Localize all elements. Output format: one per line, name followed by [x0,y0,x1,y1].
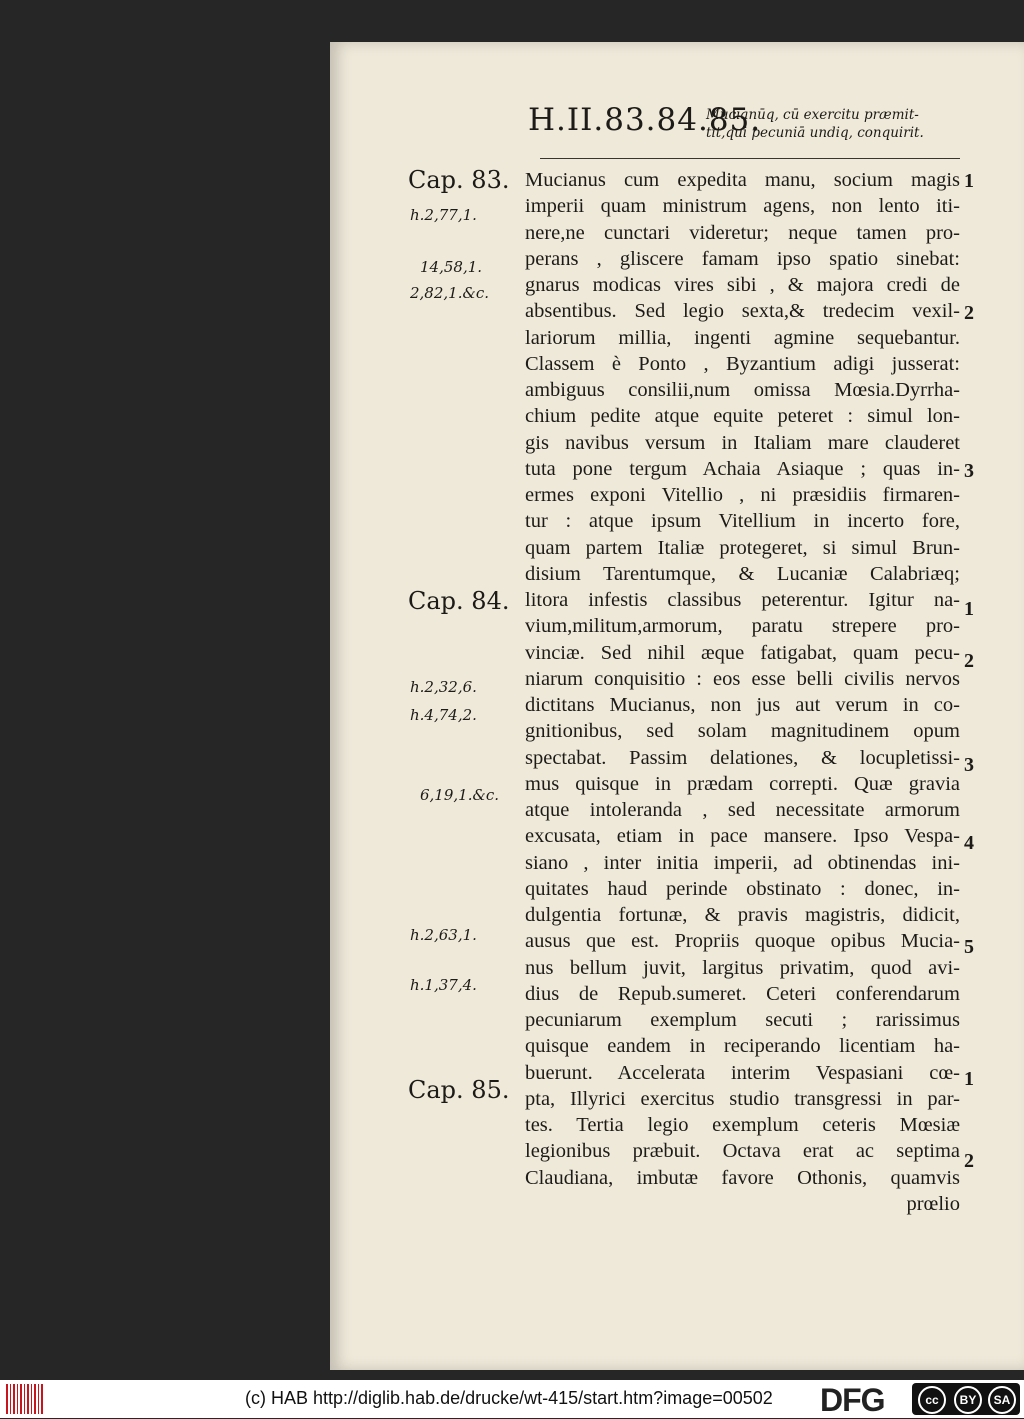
text-line: tur : atque ipsum Vitellium in incerto fore, [525,510,960,533]
section-number: 5 [964,936,974,958]
text-line: gnarus modicas vires sibi , & majora credi de [525,274,960,296]
text-line: disium Tarentumque, & Lucaniæ Calabriæq; [525,562,960,585]
margin-reference: 6,19,1.&c. [420,786,499,804]
text-line: dictitans Mucianus, non jus aut verum in co- [525,694,960,716]
text-line: absentibus. Sed legio sexta,& tredecim vexil- [525,300,960,323]
section-number: 2 [964,650,974,672]
text-line: vinciæ. Sed nihil æque fatigabat, quam pecu- [525,641,960,664]
running-header [528,102,968,152]
margin-reference: h.1,37,4. [410,976,477,994]
text-line: excusata, etiam in pace mansere. Ipso Vespa- [525,825,960,848]
text-line: tes. Tertia legio exemplum ceteris Mœsiæ [525,1114,960,1136]
section-number: 2 [964,302,974,324]
margin-reference: 2,82,1.&c. [410,284,489,302]
text-line: dius de Repub.sumeret. Ceteri conferendarum [525,982,960,1005]
text-line: perans , gliscere famam ipso spatio sinebat: [525,247,960,270]
text-line: pecuniarum exemplum secuti ; rarissimus [525,1009,960,1031]
sa-icon: SA [988,1386,1016,1414]
margin-reference: 14,58,1. [420,258,483,276]
text-line: spectabat. Passim delationes, & locupletissi- [525,746,960,769]
text-line: vium,militum,armorum, paratu strepere pro- [525,615,960,638]
text-line: buerunt. Accelerata interim Vespasiani cœ- [525,1061,960,1084]
text-line: quitates haud perinde obstinato : donec, in- [525,877,960,900]
cc-icon: cc [918,1386,946,1414]
text-line: Mucianus cum expedita manu, socium magis [525,169,960,191]
text-line: ausus que est. Propriis quoque opibus Mucia- [525,930,960,953]
section-number: 1 [964,598,974,620]
text-line: pta, Illyrici exercitus studio transgressi in par- [525,1087,960,1110]
header-summary-line: Mucianūq, cū exercitu præmit- [706,107,919,123]
by-icon: BY [954,1386,982,1414]
text-line: gnitionibus, sed solam magnitudinem opum [525,720,960,743]
margin-reference: h.2,77,1. [410,206,477,224]
background-left [0,0,330,1380]
body-text [525,167,960,1217]
margin-reference: h.2,32,6. [410,678,477,696]
header-reference: H.II.83.84.85. [528,102,762,138]
text-line: quam partem Italiæ protegeret, si simul Brun- [525,536,960,559]
text-line: litora infestis classibus peterentur. Igitur na- [525,589,960,611]
header-summary-line: tit,qui pecuniā undiq, conquirit. [706,125,924,141]
text-line: nere,ne cunctari videretur; neque tamen pro- [525,221,960,244]
chapter-label: Cap. 83. [408,166,510,194]
text-line: gis navibus versum in Italiam mare clauderet [525,431,960,454]
text-line: nus bellum juvit, largitus privatim, quod avi- [525,956,960,979]
text-line: Classem è Ponto , Byzantium adigi jusserat: [525,352,960,375]
dfg-logo: DFG [820,1382,885,1418]
text-line: prœlio [906,1192,960,1215]
chapter-label: Cap. 85. [408,1076,510,1104]
text-line: chium pedite atque equite peteret : simul lon- [525,405,960,428]
text-line: ambiguus consilii,num omissa Mœsia.Dyrrha- [525,379,960,401]
cc-license-badge[interactable] [912,1383,1020,1415]
text-line: ermes exponi Vitellio , ni præsidiis firmaren- [525,484,960,506]
text-line: niarum conquisitio : eos esse belli civilis nervos [525,667,960,690]
text-line: siano , inter initia imperii, ad obtinendas ini- [525,851,960,874]
section-number: 3 [964,460,974,482]
text-line: legionibus præbuit. Octava erat ac septima [525,1140,960,1163]
margin-reference: h.2,63,1. [410,926,477,944]
section-number: 4 [964,832,974,854]
section-number: 1 [964,1068,974,1090]
section-number: 3 [964,754,974,776]
text-line: dulgentia fortunæ, & pravis magistris, didicit, [525,904,960,926]
barcode-icon [6,1384,44,1414]
footer-bar [0,1380,1024,1418]
section-number: 1 [964,170,974,192]
header-summary [706,106,968,142]
text-line: Claudiana, imbutæ favore Othonis, quamvis [525,1166,960,1189]
margin-reference: h.4,74,2. [410,706,477,724]
text-line: quisque eandem in reciperando licentiam ha- [525,1035,960,1058]
chapter-label: Cap. 84. [408,587,510,615]
section-number: 2 [964,1150,974,1172]
header-rule [540,158,960,159]
text-line: mus quisque in prædam correpti. Quæ gravia [525,772,960,795]
text-line: atque intoleranda , sed necessitate armorum [525,799,960,821]
text-line: imperii quam ministrum agens, non lento iti- [525,195,960,218]
text-line: tuta pone tergum Achaia Asiaque ; quas in- [525,457,960,480]
footer-credit[interactable]: (c) HAB http://diglib.hab.de/drucke/wt-415/start.htm?image=00502 [245,1388,773,1408]
text-line: lariorum millia, ingenti agmine sequebantur. [525,326,960,349]
